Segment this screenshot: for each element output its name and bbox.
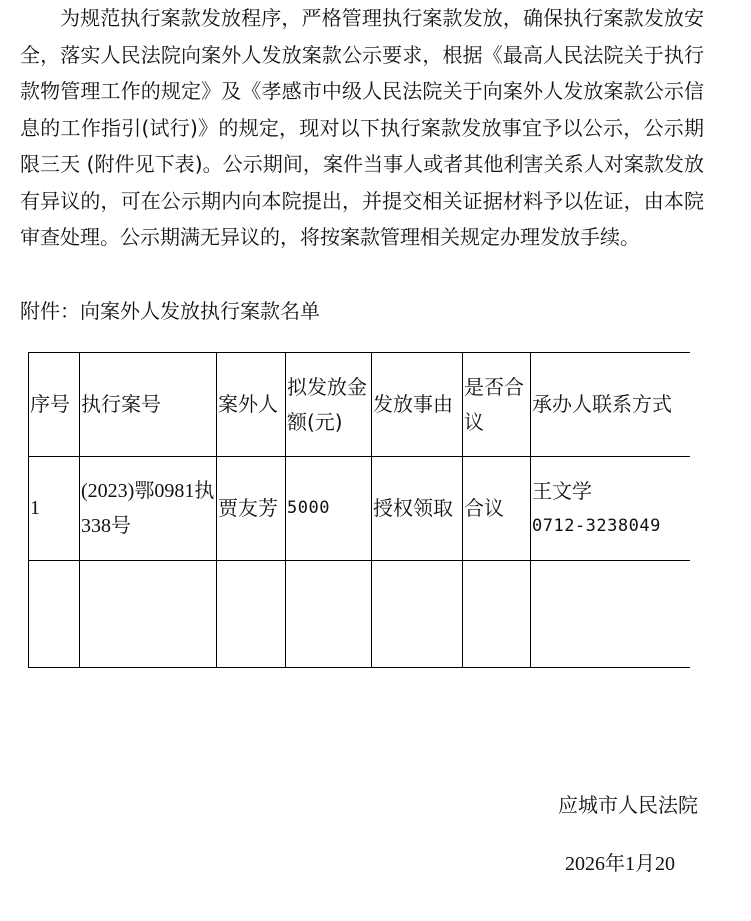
empty-cell xyxy=(29,561,80,668)
header-reason: 发放事由 xyxy=(372,353,463,457)
empty-cell xyxy=(463,561,531,668)
empty-cell xyxy=(217,561,286,668)
cell-reason: 授权领取 xyxy=(372,457,463,561)
cell-amount: 5000 xyxy=(286,457,372,561)
notice-body: 为规范执行案款发放程序，严格管理执行案款发放，确保执行案款发放安全，落实人民法院向案外人发放案款公示要求，根据《最高人民法院关于执行款物管理工作的规定》及《孝感市中级人民法院关于向案外人发放案款公示信息的工作指引(试行)》的规定，现对以下执行案款发放事宜予以公示，公示期限三天 (附件见下表)。公示期间，案件当事人或者其他利害关系人对案款发放有异议的，可在公示期内向本院提出，并提交相关证据材料予以佐证，由本院审查处理。公示期满无异议的，将按案款管理相关规定办理发放手续。 xyxy=(20,6,704,249)
table-header-row xyxy=(29,353,690,457)
header-collegial: 是否合议 xyxy=(463,353,531,457)
cell-collegial: 合议 xyxy=(463,457,531,561)
header-index: 序号 xyxy=(29,353,80,457)
table-row-empty xyxy=(29,561,690,668)
header-amount: 拟发放金额(元) xyxy=(286,353,372,457)
empty-cell xyxy=(286,561,372,668)
attachment-caption: 附件：向案外人发放执行案款名单 xyxy=(20,299,320,323)
disbursement-table xyxy=(28,352,690,668)
empty-cell xyxy=(531,561,690,668)
cell-contact xyxy=(531,457,690,561)
empty-cell xyxy=(372,561,463,668)
empty-cell xyxy=(80,561,217,668)
cell-index: 1 xyxy=(29,457,80,561)
header-party: 案外人 xyxy=(217,353,286,457)
table-row xyxy=(29,457,690,561)
header-case-no: 执行案号 xyxy=(80,353,217,457)
contact-name: 王文学 xyxy=(532,478,592,503)
header-contact: 承办人联系方式 xyxy=(531,353,690,457)
cell-case-no: (2023)鄂0981执 338号 xyxy=(80,457,217,561)
contact-phone: 0712-3238049 xyxy=(532,515,661,536)
court-name: 应城市人民法院 xyxy=(558,793,698,817)
issue-date: 2026年1月20 xyxy=(565,853,675,875)
cell-party: 贾友芳 xyxy=(217,457,286,561)
